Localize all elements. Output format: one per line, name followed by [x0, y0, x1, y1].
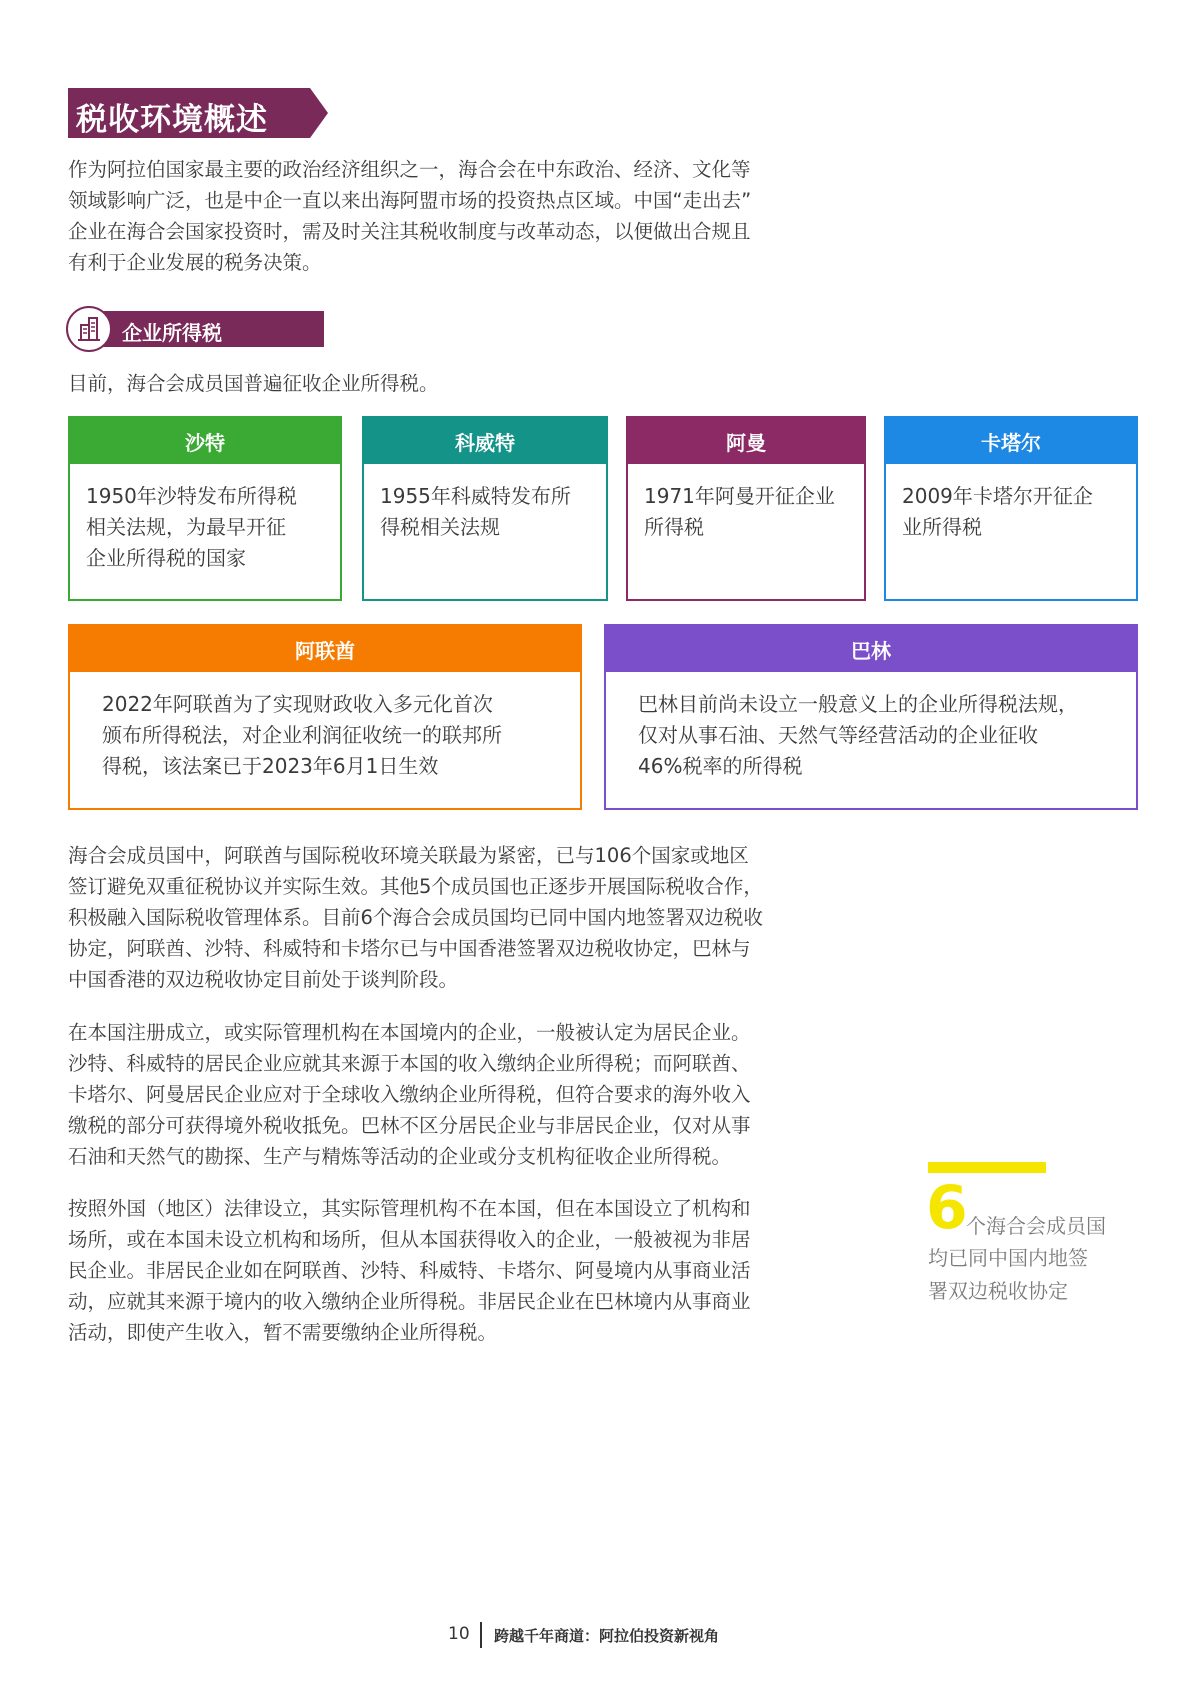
card-title: 沙特: [70, 418, 340, 464]
card-body: [886, 464, 1136, 543]
country-card-qatar: [884, 416, 1138, 601]
publication-title: 跨越千年商道：阿拉伯投资新视角: [494, 1627, 720, 1645]
title-arrow: [310, 88, 328, 138]
card-line: 所得税: [644, 515, 704, 539]
body-paragraph: [68, 1017, 751, 1172]
text-line: 积极融入国际税收管理体系。目前6个海合会成员国均已同中国内地签署双边税收: [68, 906, 763, 929]
text-line: 场所，或在本国未设立机构和场所，但从本国获得收入的企业，一般被视为非居: [68, 1228, 751, 1251]
callout-number: 6: [926, 1173, 968, 1243]
page-title-banner: [68, 88, 326, 138]
section-header: [66, 306, 266, 352]
text-line: 目前，海合会成员国普遍征收企业所得税。: [68, 372, 439, 395]
card-line: 巴林目前尚未设立一般意义上的企业所得税法规，: [638, 692, 1078, 716]
card-body: [628, 464, 864, 543]
callout-line: 个海合会成员国: [966, 1214, 1106, 1238]
section-label: 企业所得税: [122, 321, 222, 345]
text-line: 海合会成员国中，阿联酋与国际税收环境关联最为紧密，已与106个国家或地区: [68, 844, 749, 867]
country-card-bahrain: [604, 624, 1138, 810]
card-title: 科威特: [364, 418, 606, 464]
card-body: [606, 672, 1136, 782]
text-line: 石油和天然气的勘探、生产与精炼等活动的企业或分支机构征收企业所得税。: [68, 1145, 732, 1168]
card-line: 得税相关法规: [380, 515, 500, 539]
text-line: 作为阿拉伯国家最主要的政治经济组织之一，海合会在中东政治、经济、文化等: [68, 158, 751, 181]
card-title: 阿联酋: [70, 626, 580, 672]
callout-line: 署双边税收协定: [928, 1279, 1068, 1303]
card-line: 2022年阿联酋为了实现财政收入多元化首次: [102, 692, 493, 716]
text-line: 民企业。非居民企业如在阿联酋、沙特、科威特、卡塔尔、阿曼境内从事商业活: [68, 1259, 751, 1282]
card-line: 1971年阿曼开征企业: [644, 484, 835, 508]
callout-line: 均已同中国内地签: [928, 1246, 1088, 1270]
card-line: 得税，该法案已于2023年6月1日生效: [102, 754, 439, 778]
card-line: 业所得税: [902, 515, 982, 539]
country-card-kuwait: [362, 416, 608, 601]
footer-divider: [480, 1622, 482, 1648]
text-line: 活动，即使产生收入，暂不需要缴纳企业所得税。: [68, 1321, 498, 1344]
page-title: 税收环境概述: [76, 102, 268, 138]
country-card-oman: [626, 416, 866, 601]
body-paragraph: [68, 840, 763, 995]
text-line: 在本国注册成立，或实际管理机构在本国境内的企业，一般被认定为居民企业。: [68, 1021, 751, 1044]
card-line: 颁布所得税法，对企业利润征收统一的联邦所: [102, 723, 502, 747]
page-footer: [0, 1622, 1200, 1652]
text-line: 卡塔尔、阿曼居民企业应对于全球收入缴纳企业所得税，但符合要求的海外收入: [68, 1083, 751, 1106]
text-line: 协定，阿联酋、沙特、科威特和卡塔尔已与中国香港签署双边税收协定，巴林与: [68, 937, 751, 960]
text-line: 动，应就其来源于境内的收入缴纳企业所得税。非居民企业在巴林境内从事商业: [68, 1290, 751, 1313]
card-body: [70, 464, 340, 574]
text-line: 有利于企业发展的税务决策。: [68, 251, 322, 274]
intro-paragraph: [68, 154, 751, 278]
card-line: 1955年科威特发布所: [380, 484, 571, 508]
card-title: 巴林: [606, 626, 1136, 672]
text-line: 企业在海合会国家投资时，需及时关注其税收制度与改革动态，以便做出合规且: [68, 220, 751, 243]
country-card-uae: [68, 624, 582, 810]
card-title: 阿曼: [628, 418, 864, 464]
card-line: 相关法规，为最早开征: [86, 515, 286, 539]
text-line: 签订避免双重征税协议并实际生效。其他5个成员国也正逐步开展国际税收合作，: [68, 875, 763, 898]
card-title: 卡塔尔: [886, 418, 1136, 464]
card-line: 企业所得税的国家: [86, 546, 246, 570]
text-line: 沙特、科威特的居民企业应就其来源于本国的收入缴纳企业所得税；而阿联酋、: [68, 1052, 751, 1075]
card-line: 46%税率的所得税: [638, 754, 803, 778]
country-card-saudi: [68, 416, 342, 601]
page-number: 10: [448, 1624, 470, 1644]
card-line: 仅对从事石油、天然气等经营活动的企业征收: [638, 723, 1038, 747]
text-line: 缴税的部分可获得境外税收抵免。巴林不区分居民企业与非居民企业，仅对从事: [68, 1114, 751, 1137]
building-chart-icon: [66, 306, 112, 352]
body-paragraph: [68, 1193, 751, 1348]
card-body: [70, 672, 580, 782]
card-body: [364, 464, 606, 543]
card-line: 2009年卡塔尔开征企: [902, 484, 1093, 508]
text-line: 按照外国（地区）法律设立，其实际管理机构不在本国，但在本国设立了机构和: [68, 1197, 751, 1220]
callout-accent-bar: [928, 1162, 1046, 1173]
text-line: 中国香港的双边税收协定目前处于谈判阶段。: [68, 968, 459, 991]
text-line: 领域影响广泛，也是中企一直以来出海阿盟市场的投资热点区域。中国“走出去”: [68, 189, 752, 212]
lead-sentence: [68, 368, 439, 399]
card-line: 1950年沙特发布所得税: [86, 484, 297, 508]
